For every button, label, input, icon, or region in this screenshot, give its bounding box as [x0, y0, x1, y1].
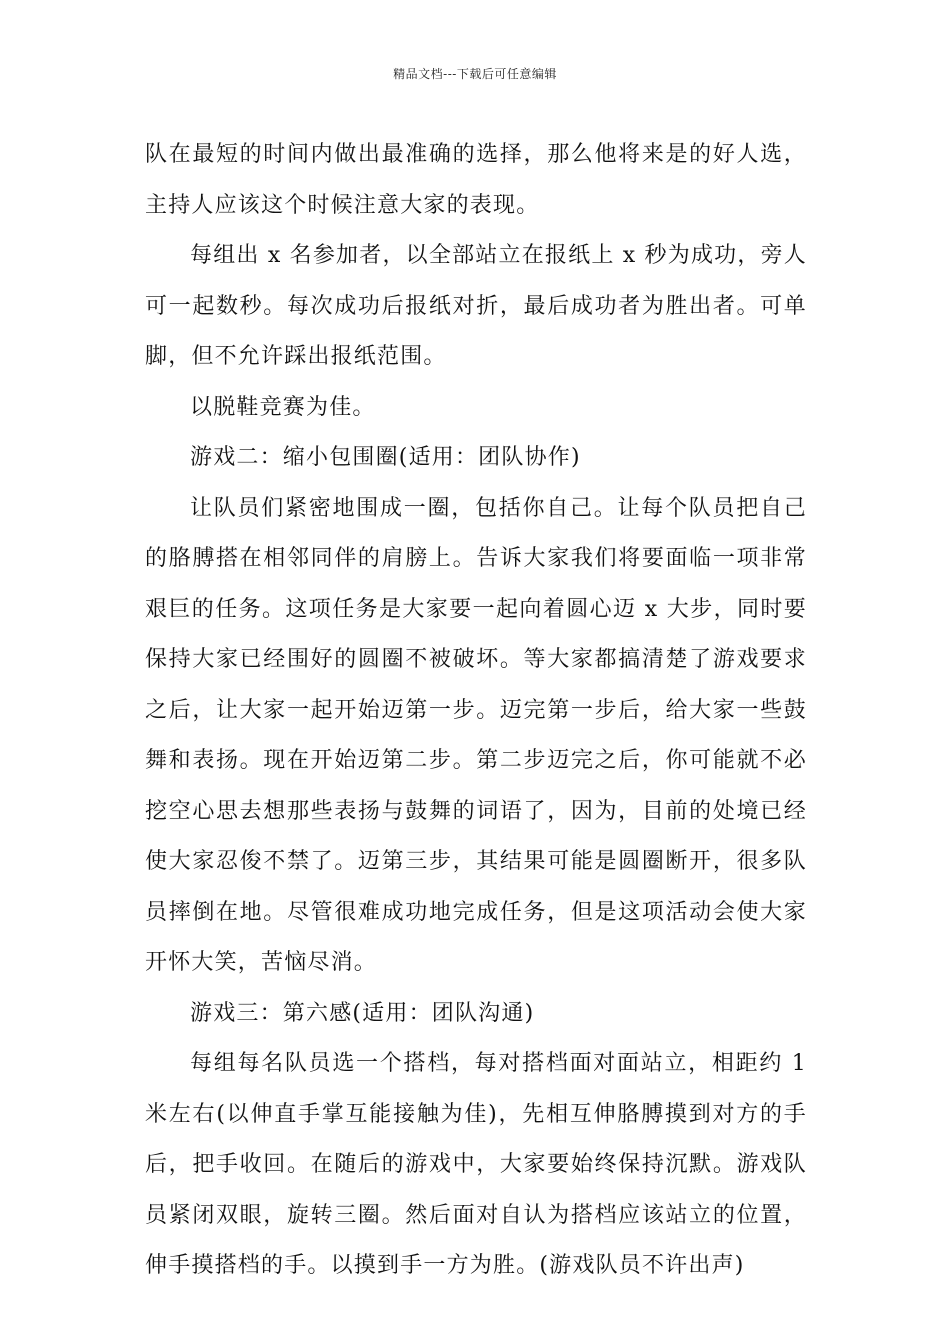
paragraph-continuation: 队在最短的时间内做出最准确的选择，那么他将来是的好人选，主持人应该这个时候注意大家的表现。: [145, 142, 807, 218]
paragraph-shoe-note: 以脱鞋竞赛为佳。: [190, 394, 376, 420]
section-heading-game-two: 游戏二：缩小包围圈(适用：团队协作): [190, 445, 581, 470]
document-body: [145, 130, 807, 1292]
paragraph-game-three: 每组每名队员选一个搭档，每对搭档面对面站立，相距约 1 米左右(以伸直手掌互能接触为佳)，先相互伸胳膊摸到对方的手后，把手收回。在随后的游戏中，大家要始终保持沉默。游戏队员紧闭双眼，旋转三圈。然后面对自认为搭档应该站立的位置，伸手摸搭档的手。以摸到手一方为胜。(游戏队员不许出声): [145, 1051, 807, 1278]
paragraph-newspaper-game: 每组出 x 名参加者，以全部站立在报纸上 x 秒为成功，旁人可一起数秒。每次成功后报纸对折，最后成功者为胜出者。可单脚，但不允许踩出报纸范围。: [145, 243, 807, 369]
paragraph-game-two: 让队员们紧密地围成一圈，包括你自己。让每个队员把自己的胳膊搭在相邻同伴的肩膀上。告诉大家我们将要面临一项非常艰巨的任务。这项任务是大家要一起向着圆心迈 x 大步，同时要保持大家已经围好的圆圈不被破坏。等大家都搞清楚了游戏要求之后，让大家一起开始迈第一步。迈完第一步后，给大家一些鼓舞和表扬。现在开始迈第二步。第二步迈完之后，你可能就不必挖空心思去想那些表扬与鼓舞的词语了，因为，目前的处境已经使大家忍俊不禁了。迈第三步，其结果可能是圆圈断开，很多队员摔倒在地。尽管很难成功地完成任务，但是这项活动会使大家开怀大笑，苦恼尽消。: [145, 495, 807, 975]
page-header: 精品文档---下载后可任意编辑: [393, 67, 557, 81]
section-heading-game-three: 游戏三：第六感(适用：团队沟通): [190, 1000, 535, 1026]
